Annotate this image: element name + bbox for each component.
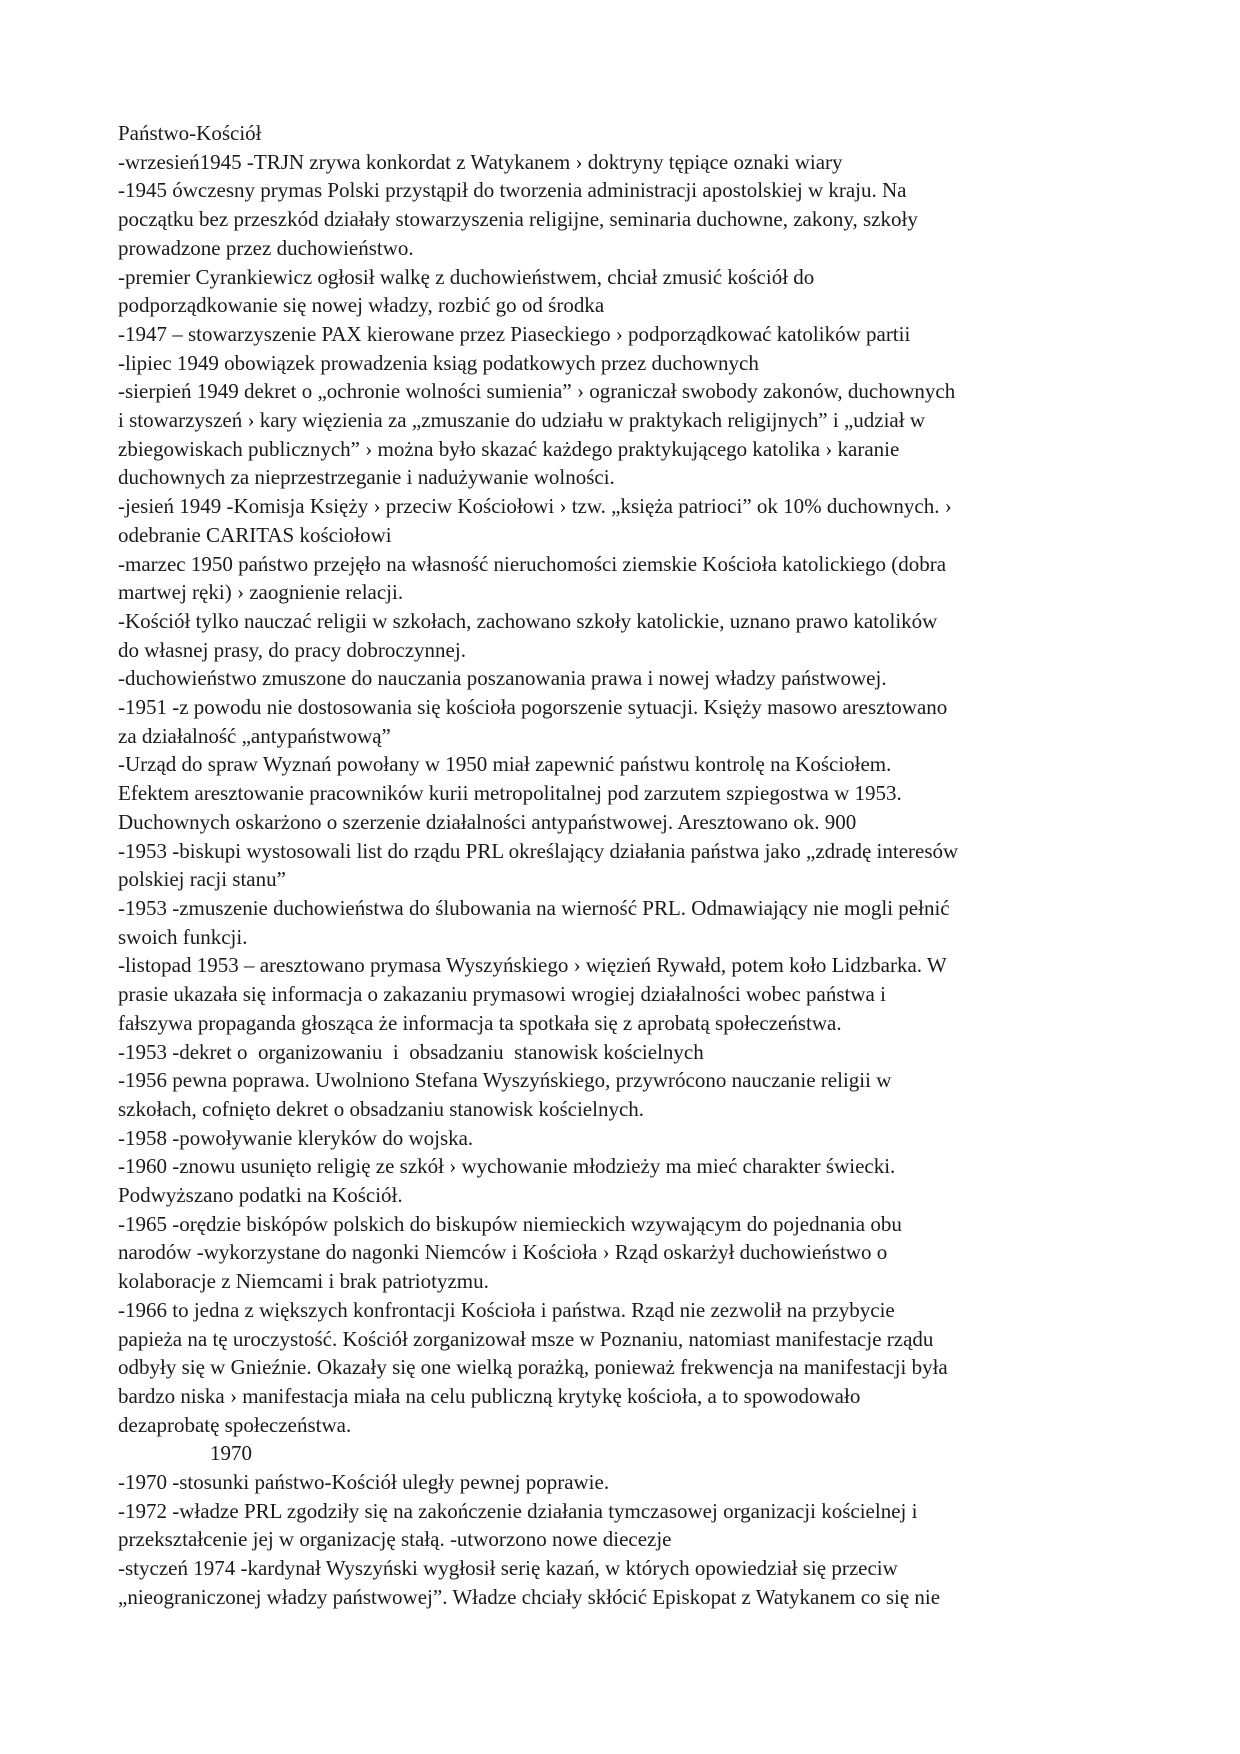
text-line: odbyły się w Gnieźnie. Okazały się one wielką porażką, ponieważ frekwencja na manifestacji była bbox=[118, 1355, 948, 1380]
text-line: -1965 -orędzie biskópów polskich do biskupów niemieckich wzywającym do pojednania obu bbox=[118, 1211, 902, 1236]
text-line: fałszywa propaganda głosząca że informacja ta spotkała się z aprobatą społeczeństwa. bbox=[118, 1010, 842, 1035]
text-line: narodów -wykorzystane do nagonki Niemców i Kościoła › Rząd oskarżył duchowieństwo o bbox=[118, 1240, 888, 1265]
text-line: dezaprobatę społeczeństwa. bbox=[118, 1412, 352, 1437]
text-line: duchownych za nieprzestrzeganie i nadużywanie wolności. bbox=[118, 465, 615, 490]
document-title: Państwo-Kościół bbox=[118, 121, 262, 145]
text-line: -1958 -powoływanie kleryków do wojska. bbox=[118, 1125, 474, 1150]
text-line: -listopad 1953 – aresztowano prymasa Wyszyńskiego › więzień Rywałd, potem koło Lidzbarka. W bbox=[118, 953, 947, 978]
text-line: -jesień 1949 -Komisja Księży › przeciw Kościołowi › tzw. „księża patrioci” ok 10% duchownych. › bbox=[118, 494, 952, 519]
text-line: -1947 – stowarzyszenie PAX kierowane przez Piaseckiego › podporządkować katolików partii bbox=[118, 321, 911, 346]
section-year-heading: 1970 bbox=[210, 1441, 252, 1466]
text-line: papieża na tę uroczystość. Kościół zorganizował msze w Poznaniu, natomiast manifestacje rządu bbox=[118, 1326, 934, 1351]
text-line: -1945 ówczesny prymas Polski przystąpił do tworzenia administracji apostolskiej w kraju. Na bbox=[118, 178, 907, 203]
text-line: początku bez przeszkód działały stowarzyszenia religijne, seminaria duchowne, zakony, szkoły bbox=[118, 207, 918, 232]
text-line: kolaboracje z Niemcami i brak patriotyzmu. bbox=[118, 1269, 489, 1294]
text-line: -Kościół tylko nauczać religii w szkołach, zachowano szkoły katolickie, uznano prawo katolików bbox=[118, 608, 938, 633]
text-line: -1966 to jedna z większych konfrontacji Kościoła i państwa. Rząd nie zezwolił na przybycie bbox=[118, 1297, 895, 1322]
text-line: Efektem aresztowanie pracowników kurii metropolitalnej pod zarzutem szpiegostwa w 1953. bbox=[118, 781, 902, 806]
text-line: -1970 -stosunki państwo-Kościół uległy pewnej poprawie. bbox=[118, 1470, 610, 1495]
text-line: przekształcenie jej w organizację stałą. -utworzono nowe diecezje bbox=[118, 1527, 672, 1552]
text-line: -1953 -biskupi wystosowali list do rządu PRL określający działania państwa jako „zdradę interesów bbox=[118, 838, 959, 863]
text-line: za działalność „antypaństwową” bbox=[118, 723, 391, 748]
document-body bbox=[118, 119, 1128, 1612]
text-line: Duchownych oskarżono o szerzenie działalności antypaństwowej. Aresztowano ok. 900 bbox=[118, 809, 857, 834]
text-line: -1953 -zmuszenie duchowieństwa do ślubowania na wierność PRL. Odmawiający nie mogli pełnić bbox=[118, 895, 950, 920]
text-line: -lipiec 1949 obowiązek prowadzenia ksiąg podatkowych przez duchownych bbox=[118, 350, 759, 375]
text-line: odebranie CARITAS kościołowi bbox=[118, 522, 392, 547]
text-line: -1951 -z powodu nie dostosowania się kościoła pogorszenie sytuacji. Księży masowo aresztowano bbox=[118, 695, 948, 720]
text-line: -marzec 1950 państwo przejęło na własność nieruchomości ziemskie Kościoła katolickiego (dobra bbox=[118, 551, 947, 576]
text-line: martwej ręki) › zaognienie relacji. bbox=[118, 580, 404, 605]
text-line: -styczeń 1974 -kardynał Wyszyński wygłosił serię kazań, w których opowiedział się przeciw bbox=[118, 1556, 898, 1581]
text-line: bardzo niska › manifestacja miała na celu publiczną krytykę kościoła, a to spowodowało bbox=[118, 1383, 861, 1408]
text-line: prasie ukazała się informacja o zakazaniu prymasowi wrogiej działalności wobec państwa i bbox=[118, 982, 886, 1007]
text-line: „nieograniczonej władzy państwowej”. Władze chciały skłócić Episkopat z Watykanem co się nie bbox=[118, 1584, 941, 1609]
text-line: -premier Cyrankiewicz ogłosił walkę z duchowieństwem, chciał zmusić kościół do bbox=[118, 264, 815, 289]
text-line: podporządkowanie się nowej władzy, rozbić go od środka bbox=[118, 293, 605, 318]
text-line: -1956 pewna poprawa. Uwolniono Stefana Wyszyńskiego, przywrócono nauczanie religii w bbox=[118, 1068, 892, 1093]
text-line: Podwyższano podatki na Kościół. bbox=[118, 1183, 403, 1208]
text-line: -wrzesień1945 -TRJN zrywa konkordat z Watykanem › doktryny tępiące oznaki wiary bbox=[118, 149, 843, 174]
text-line: -duchowieństwo zmuszone do nauczania poszanowania prawa i nowej władzy państwowej. bbox=[118, 666, 887, 691]
text-line: szkołach, cofnięto dekret o obsadzaniu stanowisk kościelnych. bbox=[118, 1096, 645, 1121]
text-line: i stowarzyszeń › kary więzienia za „zmuszanie do udziału w praktykach religijnych” i „udział w bbox=[118, 408, 925, 433]
text-line: -1960 -znowu usunięto religię ze szkół › wychowanie młodzieży ma mieć charakter świecki. bbox=[118, 1154, 896, 1179]
text-line: -1953 -dekret o organizowaniu i obsadzaniu stanowisk kościelnych bbox=[118, 1039, 704, 1064]
text-line: do własnej prasy, do pracy dobroczynnej. bbox=[118, 637, 466, 662]
text-line: polskiej racji stanu” bbox=[118, 867, 286, 892]
text-line: -Urząd do spraw Wyznań powołany w 1950 miał zapewnić państwu kontrolę na Kościołem. bbox=[118, 752, 892, 777]
text-line: zbiegowiskach publicznych” › można było skazać każdego praktykującego katolika › karanie bbox=[118, 436, 900, 461]
text-line: -1972 -władze PRL zgodziły się na zakończenie działania tymczasowej organizacji kościelnej i bbox=[118, 1498, 918, 1523]
text-line: -sierpień 1949 dekret o „ochronie wolności sumienia” › ograniczał swobody zakonów, duchownych bbox=[118, 379, 956, 404]
text-line: prowadzone przez duchowieństwo. bbox=[118, 235, 414, 260]
text-line: swoich funkcji. bbox=[118, 924, 248, 949]
